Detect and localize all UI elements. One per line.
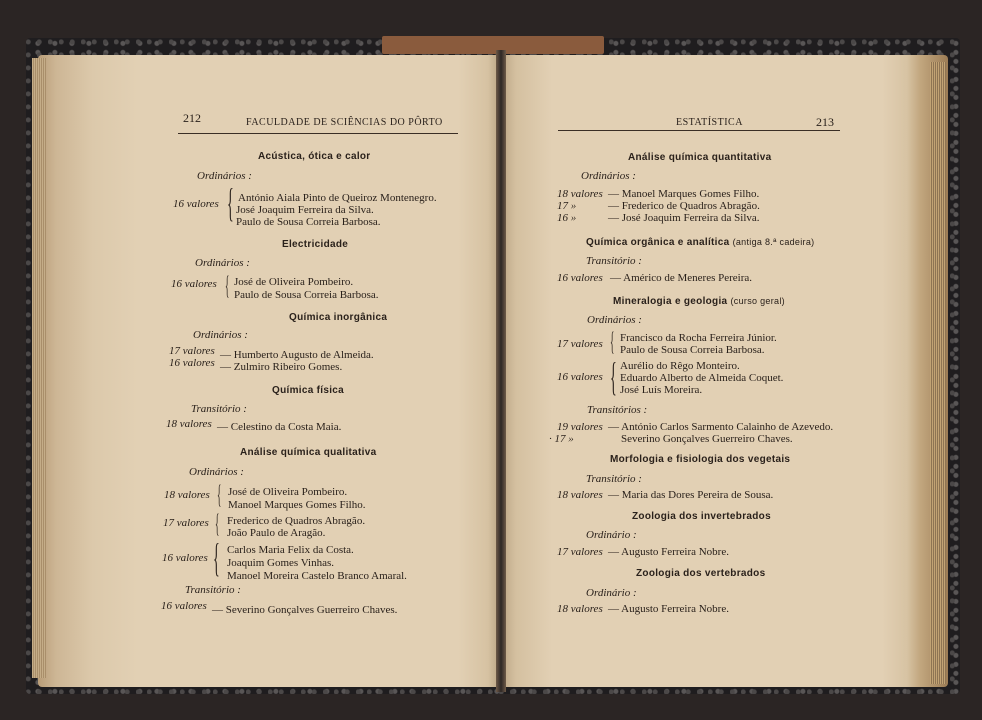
student-name: José Luís Moreira. [620, 384, 703, 396]
category-label: Ordinários : [189, 466, 244, 478]
grade-label: 18 valores [166, 418, 212, 430]
section-title: Acústica, ótica e calor [258, 151, 371, 162]
category-label: Transitório : [586, 255, 642, 267]
right-header-rule [558, 130, 840, 131]
section-title: Electricidade [282, 239, 349, 250]
grade-label: 16 valores [161, 600, 207, 612]
student-name: Paulo de Sousa Correia Barbosa. [234, 289, 379, 301]
right-page-number: 213 [816, 115, 834, 129]
student-name: José de Oliveira Pombeiro. [228, 486, 348, 498]
section-title: Análise química quantitativa [628, 152, 772, 163]
student-name: Carlos Maria Felix da Costa. [227, 544, 354, 556]
student-name: Manoel Marques Gomes Filho. [228, 499, 366, 511]
student-line: — Celestino da Costa Maia. [217, 421, 342, 433]
student-line: — Augusto Ferreira Nobre. [608, 546, 729, 558]
student-name: Joaquim Gomes Vinhas. [227, 557, 334, 569]
left-header-rule [178, 133, 458, 134]
section-title: Morfologia e fisiologia dos vegetais [610, 454, 791, 465]
student-name: Paulo de Sousa Correia Barbosa. [620, 344, 765, 356]
category-label: Ordinários : [195, 257, 250, 269]
grade-label: 16 valores [169, 357, 215, 369]
student-line: — Frederico de Quadros Abragão. [608, 200, 760, 212]
grade-label: 18 valores [557, 188, 603, 200]
section-title [586, 236, 814, 249]
grade-label: 17 valores [169, 345, 215, 357]
section-title: Química inorgânica [289, 312, 388, 323]
student-name: Paulo de Sousa Correia Barbosa. [236, 216, 381, 228]
section-note: (antiga 8.ª cadeira) [732, 237, 815, 247]
student-line: — Augusto Ferreira Nobre. [608, 603, 729, 615]
left-page-edges [32, 58, 46, 678]
student-name: José de Oliveira Pombeiro. [234, 276, 354, 288]
brace: { [610, 354, 617, 399]
student-name: João Paulo de Aragão. [227, 527, 326, 539]
category-label: Transitório : [586, 473, 642, 485]
student-name: Manoel Moreira Castelo Branco Amaral. [227, 570, 407, 582]
category-label: Ordinário : [586, 587, 637, 599]
grade-label: 19 valores [557, 421, 603, 433]
book-gutter [496, 50, 506, 692]
grade-label: 18 valores [557, 489, 603, 501]
student-name: Eduardo Alberto de Almeida Coquet. [620, 372, 784, 384]
category-label: Ordinários : [197, 170, 252, 182]
left-page-number: 212 [183, 111, 201, 125]
grade-label: 18 valores [557, 603, 603, 615]
student-name: António Aiala Pinto de Queiroz Montenegro. [238, 192, 437, 204]
grade-label: 17 valores [557, 546, 603, 558]
grade-label: 16 valores [557, 272, 603, 284]
right-running-head: ESTATÍSTICA [676, 117, 743, 128]
student-line: — Maria das Dores Pereira de Sousa. [608, 489, 774, 501]
grade-label: 16 valores [162, 552, 208, 564]
category-label: Ordinários : [193, 329, 248, 341]
student-line: — Manoel Marques Gomes Filho. [608, 188, 760, 200]
category-label: Ordinário : [586, 529, 637, 541]
brace: { [610, 327, 615, 356]
brace: { [215, 509, 220, 538]
category-label: Transitório : [191, 403, 247, 415]
student-name: José Joaquim Ferreira da Silva. [236, 204, 374, 216]
student-name: Francisco da Rocha Ferreira Júnior. [620, 332, 777, 344]
student-name: Aurélio do Rêgo Monteiro. [620, 360, 740, 372]
spine-band [382, 36, 604, 54]
section-title: Análise química qualitativa [240, 447, 377, 458]
grade-label: 16 » [557, 212, 577, 224]
section-title: Zoologia dos vertebrados [636, 568, 766, 579]
student-name: Frederico de Quadros Abragão. [227, 515, 366, 527]
category-label: Ordinários : [587, 314, 642, 326]
grade-label: · 17 » [549, 433, 574, 445]
section-title [613, 295, 785, 308]
student-line: Severino Gonçalves Guerreiro Chaves. [621, 433, 793, 445]
brace: { [225, 271, 230, 300]
category-label: Transitórios : [587, 404, 648, 416]
brace: { [213, 535, 220, 580]
grade-label: 16 valores [557, 371, 603, 383]
grade-label: 17 valores [163, 517, 209, 529]
section-note: (curso geral) [730, 296, 785, 306]
section-title-text: Química orgânica e analítica [586, 237, 730, 248]
brace: { [227, 180, 234, 225]
student-line: — José Joaquim Ferreira da Silva. [608, 212, 760, 224]
grade-label: 16 valores [173, 198, 219, 210]
grade-label: 18 valores [164, 489, 210, 501]
student-line: — Zulmiro Ribeiro Gomes. [220, 361, 343, 373]
student-line: — António Carlos Sarmento Calainho de Azevedo. [608, 421, 834, 433]
student-line: — Humberto Augusto de Almeida. [220, 349, 374, 361]
category-label: Transitório : [185, 584, 241, 596]
grade-label: 17 valores [557, 338, 603, 350]
left-running-head: FACULDADE DE SCIÊNCIAS DO PÔRTO [246, 117, 443, 128]
grade-label: 17 » [557, 200, 577, 212]
right-page-edges [930, 62, 946, 684]
student-line: — Américo de Meneres Pereira. [610, 272, 753, 284]
student-line: — Severino Gonçalves Guerreiro Chaves. [212, 604, 398, 616]
section-title: Química física [272, 385, 345, 396]
section-title: Zoologia dos invertebrados [632, 511, 771, 522]
brace: { [217, 480, 222, 509]
category-label: Ordinários : [581, 170, 636, 182]
section-title-text: Mineralogia e geologia [613, 296, 728, 307]
grade-label: 16 valores [171, 278, 217, 290]
